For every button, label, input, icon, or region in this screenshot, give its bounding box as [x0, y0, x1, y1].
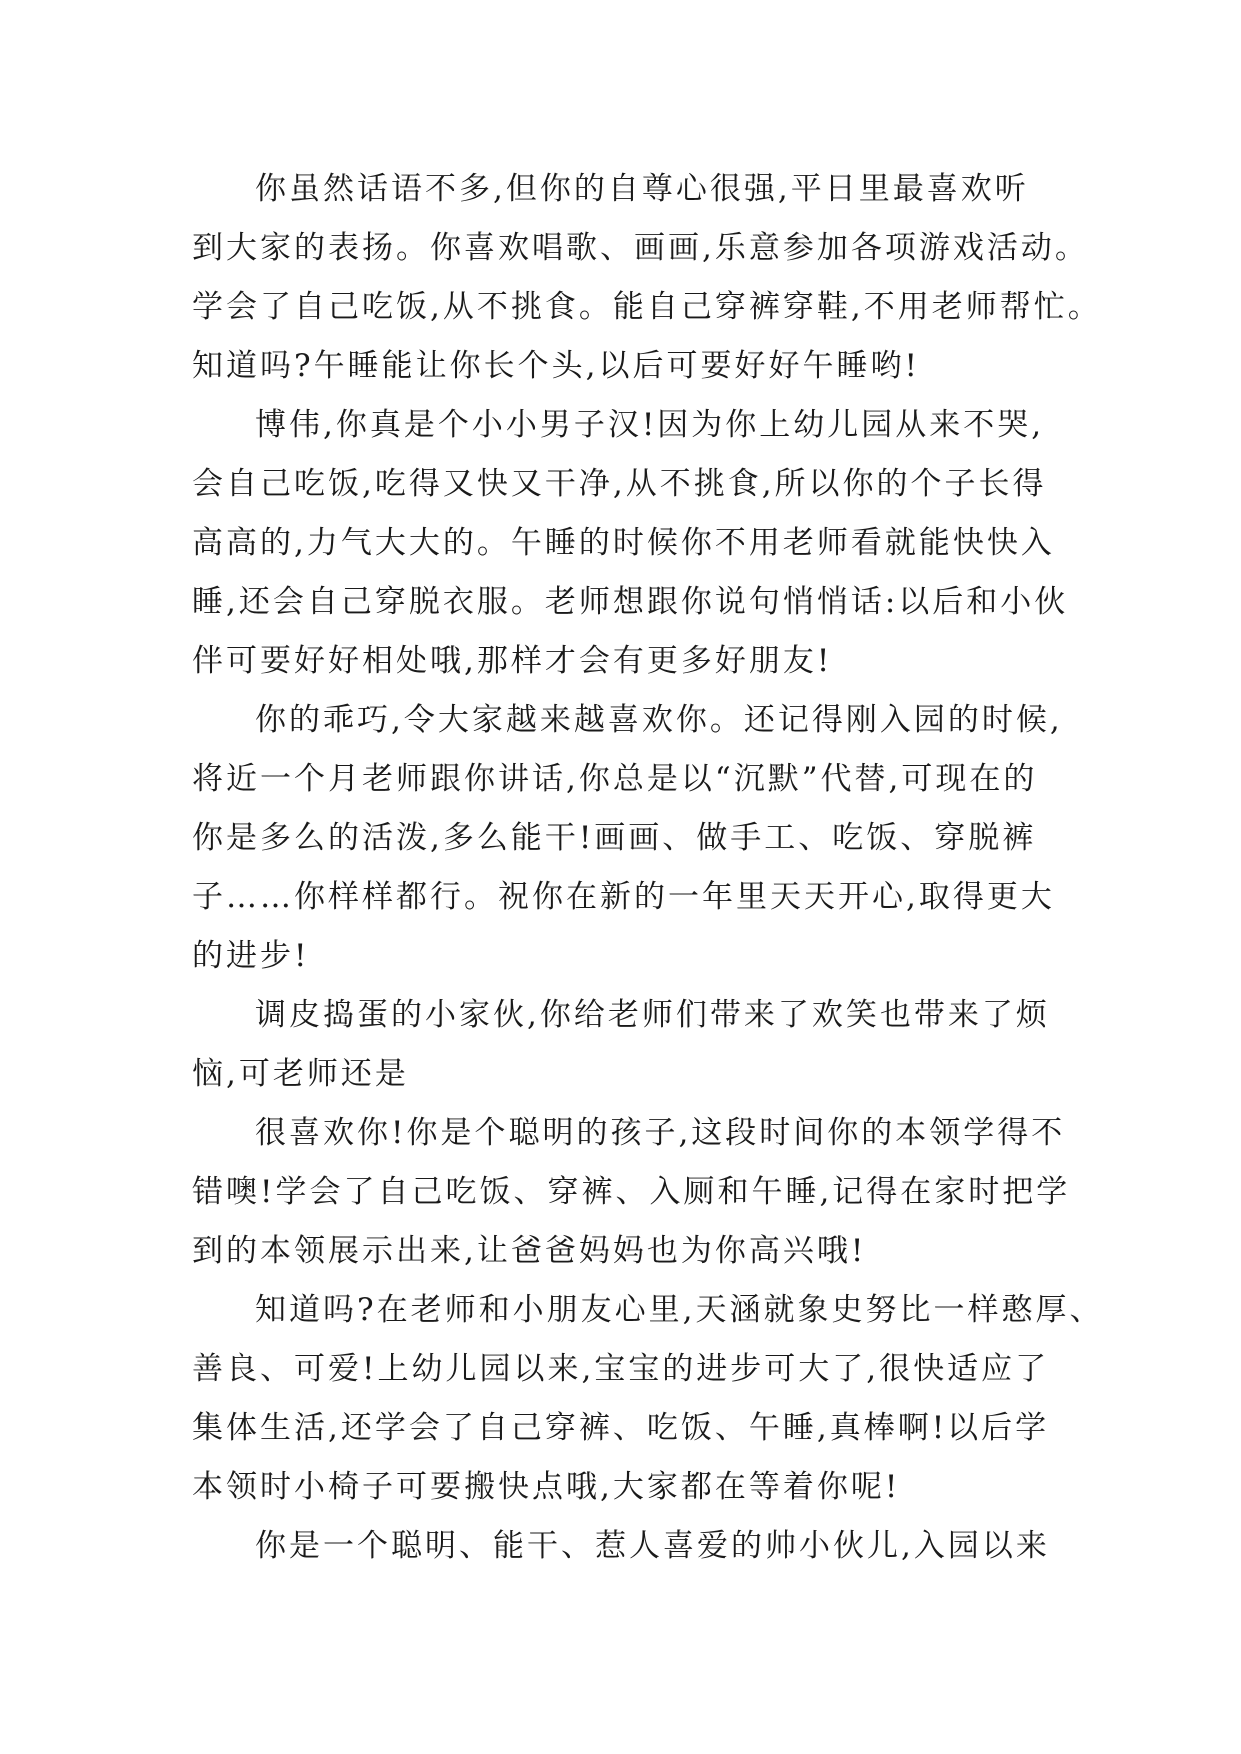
text-line: 的进步!: [192, 938, 310, 974]
text-line: 你是一个聪明、能干、惹人喜爱的帅小伙儿,入园以来: [255, 1528, 1050, 1564]
text-line: 错噢!学会了自己吃饭、穿裤、入厕和午睡,记得在家时把学: [192, 1174, 1071, 1210]
text-line: 博伟,你真是个小小男子汉!因为你上幼儿园从来不哭,: [255, 407, 1045, 443]
text-line: 调皮捣蛋的小家伙,你给老师们带来了欢笑也带来了烦: [255, 997, 1050, 1033]
text-line: 知道吗?在老师和小朋友心里,天涵就象史努比一样憨厚、: [255, 1292, 1104, 1328]
text-line: 你是多么的活泼,多么能干!画画、做手工、吃饭、穿脱裤: [192, 820, 1037, 856]
text-line: 善良、可爱!上幼儿园以来,宝宝的进步可大了,很快适应了: [192, 1351, 1050, 1387]
text-line: 集体生活,还学会了自己穿裤、吃饭、午睡,真棒啊!以后学: [192, 1410, 1050, 1446]
text-line: 你的乖巧,令大家越来越喜欢你。还记得刚入园的时候,: [255, 702, 1063, 738]
text-line: 学会了自己吃饭,从不挑食。能自己穿裤穿鞋,不用老师帮忙。: [192, 289, 1102, 325]
text-line: 高高的,力气大大的。午睡的时候你不用老师看就能快快入: [192, 525, 1055, 561]
text-line: 子……你样样都行。祝你在新的一年里天天开心,取得更大: [192, 879, 1055, 915]
text-line: 伴可要好好相处哦,那样才会有更多好朋友!: [192, 643, 833, 679]
text-line: 你虽然话语不多,但你的自尊心很强,平日里最喜欢听: [255, 171, 1029, 207]
text-line: 将近一个月老师跟你讲话,你总是以“沉默”代替,可现在的: [192, 761, 1038, 797]
text-line: 会自己吃饭,吃得又快又干净,从不挑食,所以你的个子长得: [192, 466, 1047, 502]
text-line: 本领时小椅子可要搬快点哦,大家都在等着你呢!: [192, 1469, 901, 1505]
text-line: 睡,还会自己穿脱衣服。老师想跟你说句悄悄话:以后和小伙: [192, 584, 1069, 620]
text-line: 到大家的表扬。你喜欢唱歌、画画,乐意参加各项游戏活动。: [192, 230, 1089, 266]
document-body: [192, 160, 1104, 1576]
text-line: 知道吗?午睡能让你长个头,以后可要好好午睡哟!: [192, 348, 920, 384]
text-line: 到的本领展示出来,让爸爸妈妈也为你高兴哦!: [192, 1233, 867, 1269]
text-line: 恼,可老师还是: [192, 1056, 409, 1092]
text-line: 很喜欢你!你是个聪明的孩子,这段时间你的本领学得不: [255, 1115, 1066, 1151]
